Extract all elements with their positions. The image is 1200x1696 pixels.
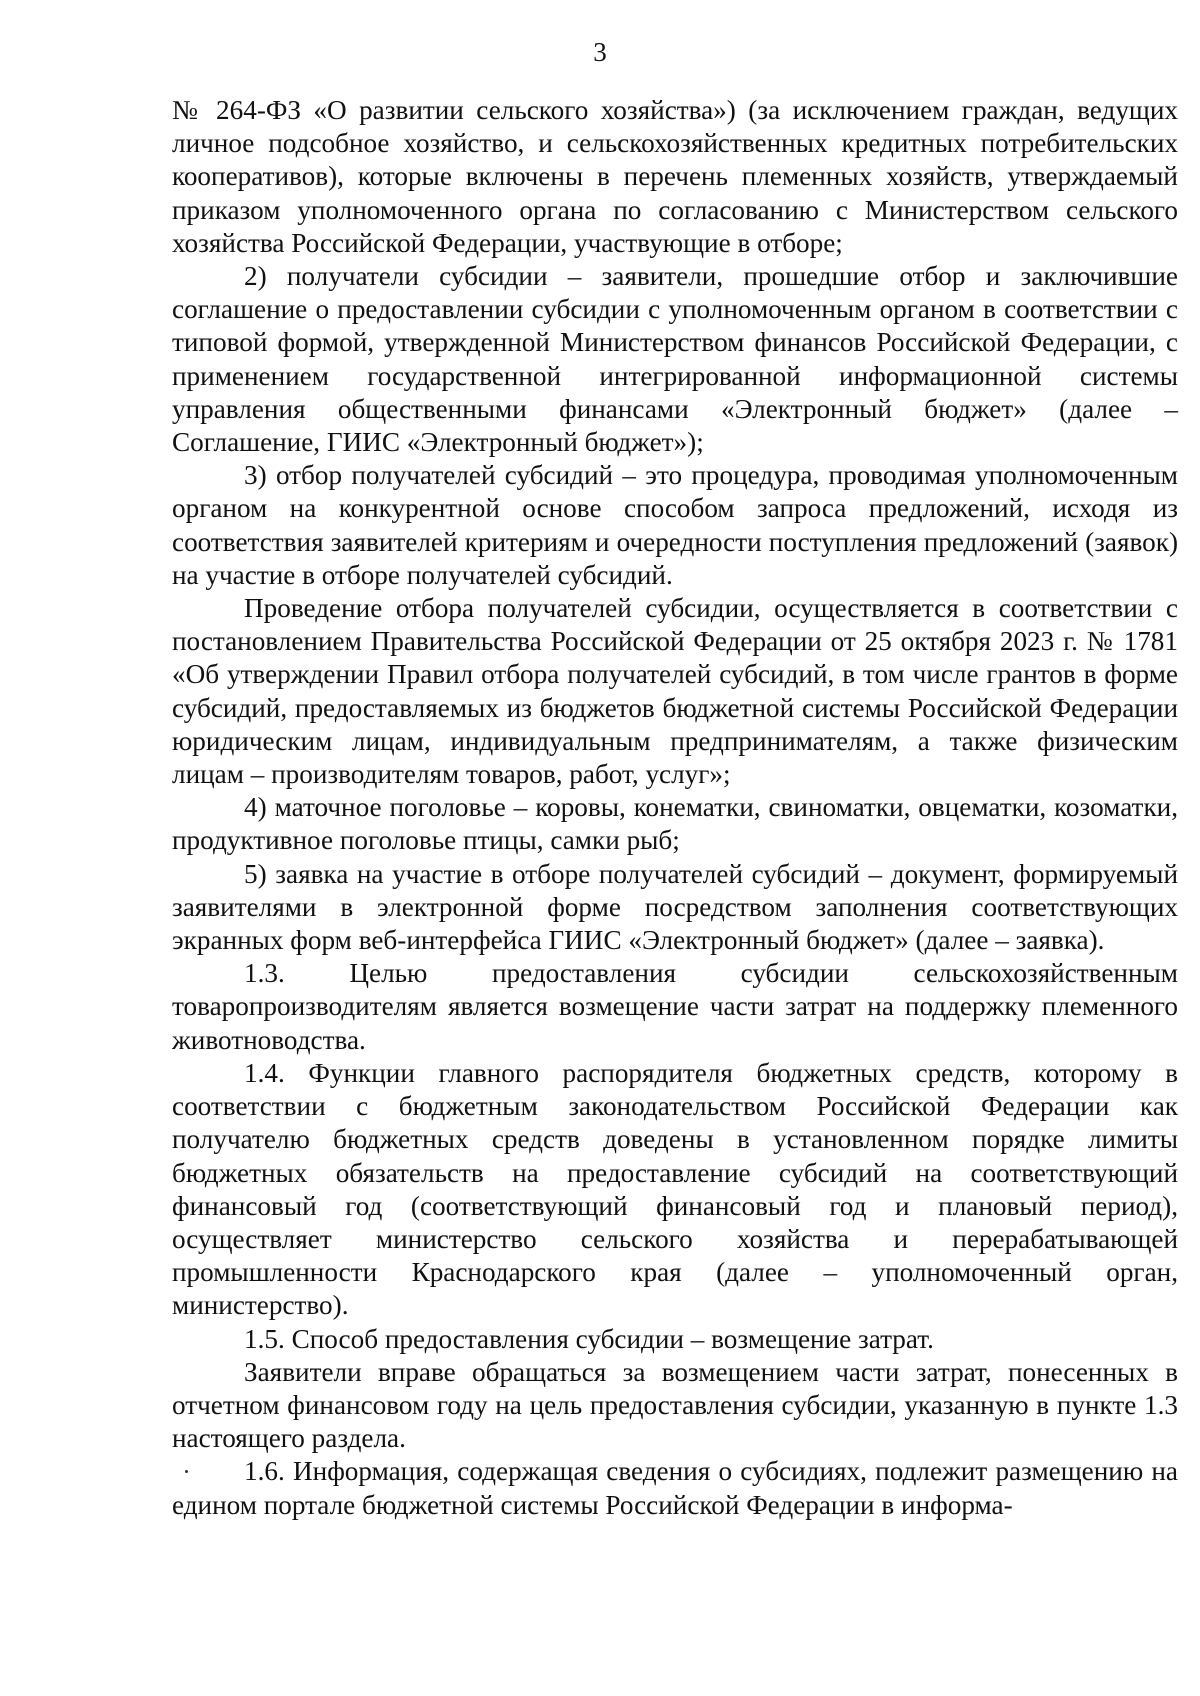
paragraph: 1.6. Информация, содержащая сведения о субсидиях, подлежит размещению на едином портале бюджетной системы Российской Федерации в информа- xyxy=(172,1456,1178,1520)
paragraph: 1.3. Целью предоставления субсидии сельскохозяйственным товаропроизводителям является возмещение части затрат на поддержку племенного животноводства. xyxy=(172,958,1178,1055)
paragraph: 3) отбор получателей субсидий – это процедура, проводимая уполномоченным органом на конкурентной основе способом запроса предложений, исходя из соответствия заявителей критериям и очередности поступления предложений (заявок) на участие в отборе получателей субсидий. xyxy=(172,460,1178,590)
paragraph: 1.5. Способ предоставления субсидии – возмещение затрат. xyxy=(244,1323,934,1354)
paragraph: Проведение отбора получателей субсидии, осуществляется в соответствии с постановлением Правительства Российской Федерации от 25 октября 2023 г. № 1781 «Об утверждении Правил отбора получателей субсидий, в том числе грантов в форме субсидий, предоставляемых из бюджетов бюджетной системы Российской Федерации юридическим лицам, индивидуальным предпринимателям, а также физическим лицам – производителям товаров, работ, услуг»; xyxy=(172,593,1178,790)
paragraph: 1.4. Функции главного распорядителя бюджетных средств, которому в соответствии с бюджетным законодательством Российской Федерации как получателю бюджетных средств доведены в установленном порядке лимиты бюджетных обязательств на предоставление субсидий на соответствующий финансовый год (соответствующий финансовый год и плановый период), осуществляет министерство сельского хозяйства и перерабатывающей промышленности Краснодарского края (далее – уполномоченный орган, министерство). xyxy=(172,1057,1178,1321)
paragraph: 5) заявка на участие в отборе получателей субсидий – документ, формируемый заявителями в электронной форме посредством заполнения соответствующих экранных форм веб-интерфейса ГИИС «Электронный бюджет» (далее – заявка). xyxy=(172,858,1178,956)
paragraph: 2) получатели субсидии – заявители, прошедшие отбор и заключившие соглашение о предоставлении субсидии с уполномоченным органом в соответствии с типовой формой, утвержденной Министерством финансов Российской Федерации, с применением государственной интегрированной информационной системы управления общественными финансами «Электронный бюджет» (далее – Соглашение, ГИИС «Электронный бюджет»); xyxy=(172,261,1178,458)
scan-speck xyxy=(185,1470,188,1473)
document-body xyxy=(172,94,1178,1522)
paragraph: Заявители вправе обращаться за возмещением части затрат, понесенных в отчетном финансовом году на цель предоставления субсидии, указанную в пункте 1.3 настоящего раздела. xyxy=(172,1356,1178,1454)
paragraph: № 264-ФЗ «О развитии сельского хозяйства») (за исключением граждан, ведущих личное подсобное хозяйство, и сельскохозяйственных кредитных потребительских кооперативов), которые включены в перечень племенных хозяйств, утверждаемый приказом уполномоченного органа по согласованию с Министерством сельского хозяйства Российской Федерации, участвующие в отборе; xyxy=(172,95,1178,258)
paragraph: 4) маточное поголовье – коровы, конематки, свиноматки, овцематки, козоматки, продуктивное поголовье птицы, самки рыб; xyxy=(172,792,1178,856)
page-number: 3 xyxy=(593,37,607,67)
